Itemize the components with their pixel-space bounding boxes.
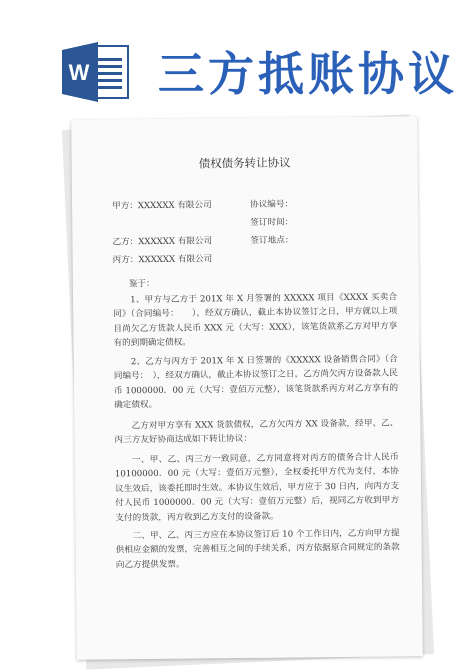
intro-paragraph: 乙方对甲方享有 XXX 货款债权，乙方欠丙方 XX 设备款，经甲、乙、丙三方友好协商达成如下转让协议： [114,418,399,446]
banner-header [0,0,474,118]
article-1-paragraph: 一、甲、乙、丙三方一致同意，乙方同意将对丙方的债务合计人民币 10100000．00 元（大写：壹佰万元整），全权委托甲方代为支付，本协议生效后，该委托即时生效。本协议生效后，甲方应于 30 日内，向丙方支付人民币 1000000．00 元（大写：壹佰万元整）后，视同乙方收到甲方支付的货款，丙方收到乙方支付的设备款。 [114,452,400,524]
article-2-paragraph: 二、甲、乙、丙三方应在本协议签订后 10 个工作日内，乙方向甲方提供相应金额的发票，完善相互之间的手续关系，丙方依据原合同规定的条款向乙方提供发票。 [115,528,400,571]
party-b-line: 乙方：XXXXXX 有限公司 [112,236,213,248]
agreement-number-label: 协议编号： [250,199,294,210]
party-a-line: 甲方：XXXXXX 有限公司 [112,200,212,212]
sign-place-label: 签订地点： [250,235,294,246]
document-page [71,116,423,660]
whereas-heading: 鉴于： [128,278,155,290]
word-document-icon [62,40,130,104]
banner-title: 三方抵账协议 [158,47,458,101]
document-title: 债权债务转让协议 [198,155,291,171]
svg-text:W: W [68,60,90,85]
clause-1-paragraph: 1、甲方与乙方于 201X 年 X 月签署的 XXXXX 项目《XXXX 买卖合同》（合同编号： ），经双方确认，截止本协议签订之日，甲方就以上项目尚欠乙方货款人民币 XXX 元（大写：XXX），该笔货款系乙方对甲方享有的到期确定债权。 [113,292,398,349]
sign-time-label: 签订时间： [250,217,294,228]
party-c-line: 丙方：XXXXXX 有限公司 [112,254,213,266]
clause-2-paragraph: 2、乙方与丙方于 201X 年 X 日签署的《XXXXX 设备销售合同》（合同编号： ），经双方确认，截止本协议签订之日，乙方尚欠丙方设备款人民币 1000000．00 元（大写：壹佰万元整），该笔货款系丙方对乙方享有的确定债权。 [113,354,399,411]
